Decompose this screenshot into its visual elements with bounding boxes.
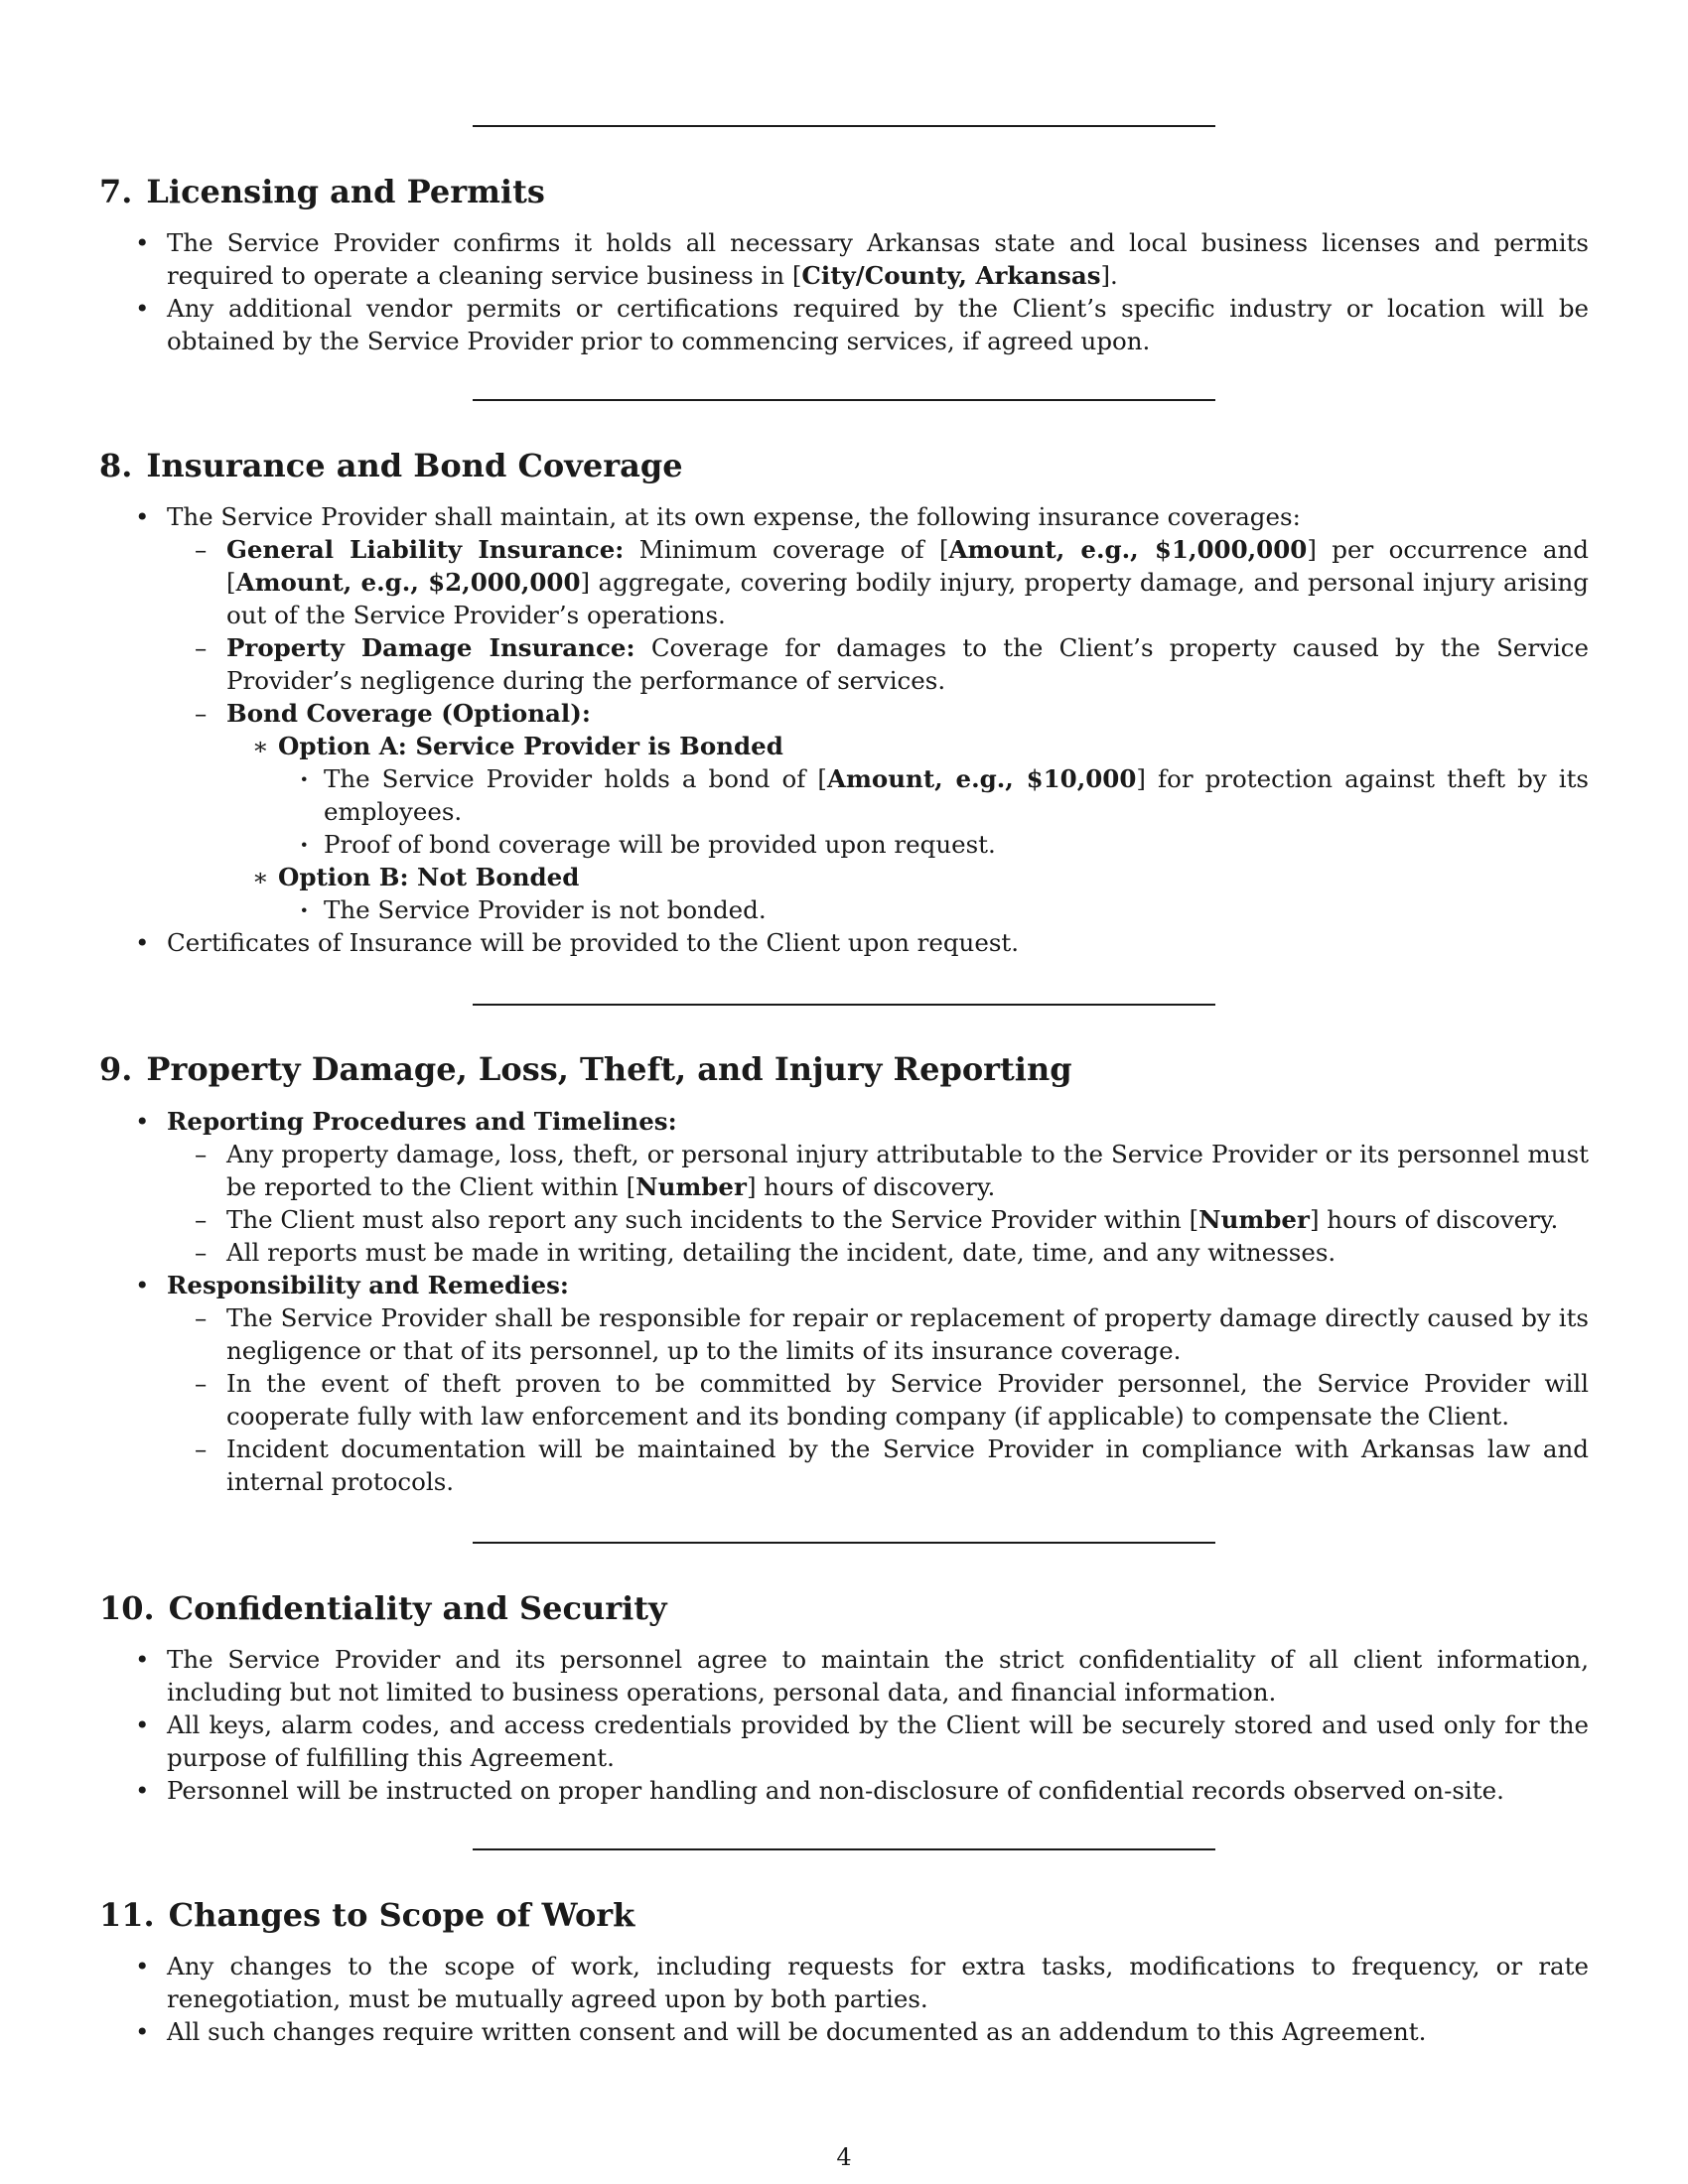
section-divider — [473, 1848, 1215, 1850]
list-item: • Any additional vendor permits or certifications required by the Client’s specific industry or location will be obtained by the Service Provider prior to commencing services, if agreed upon. — [99, 292, 1589, 357]
section-9-heading: 9. Property Damage, Loss, Theft, and Injury Reporting — [99, 1050, 1072, 1088]
list-item: • Certificates of Insurance will be provided to the Client upon request. — [99, 926, 1589, 959]
section-divider — [473, 399, 1215, 401]
list-item: • The Service Provider shall maintain, at its own expense, the following insurance coverages: – General Liability Insurance: Minimum coverage of [Amount, e.g., $1,000,000] per occurrence and [Amount, e.g., $2,000,000] aggregate, covering bodily injury, property damage, and personal injury arising out of the Service Provider’s operations. – Property Damage Insurance: Coverage for damages to the Client’s property caused by the Service Provider’s negligence during the performance of services. – Bond Coverage (Optional): ∗ Option A: Service Provider is Bonded · The Service Provider holds a bond of [Amount, e.g., $10,000] for protection against theft by its employees. · Proof of bond coverage will be provided upon request. ∗ Option B: Not Bonded · The Service Provider is not bonded. — [99, 500, 1589, 926]
list-item: • Reporting Procedures and Timelines: – Any property damage, loss, theft, or personal injury attributable to the Service Provider or its personnel must be reported to the Client within [Number] hours of discovery. – The Client must also report any such incidents to the Service Provider within [Number] hours of discovery. – All reports must be made in writing, detailing the incident, date, time, and any witnesses. — [99, 1105, 1589, 1269]
list-item: – Bond Coverage (Optional): ∗ Option A: Service Provider is Bonded · The Service Provider holds a bond of [Amount, e.g., $10,000] for protection against theft by its employees. · Proof of bond coverage will be provided upon request. ∗ Option B: Not Bonded · The Service Provider is not bonded. — [167, 697, 1589, 926]
list-item: – The Service Provider shall be responsible for repair or replacement of property damage directly caused by its negligence or that of its personnel, up to the limits of its insurance coverage. — [167, 1301, 1589, 1367]
section-divider — [473, 1542, 1215, 1544]
list-item: · The Service Provider holds a bond of [Amount, e.g., $10,000] for protection against theft by its employees. — [278, 762, 1589, 828]
list-item: • The Service Provider confirms it holds all necessary Arkansas state and local business licenses and permits required to operate a cleaning service business in [City/County, Arkansas]. — [99, 226, 1589, 292]
list-item: ∗ Option A: Service Provider is Bonded · The Service Provider holds a bond of [Amount, e.g., $10,000] for protection against theft by its employees. · Proof of bond coverage will be provided upon request. — [226, 730, 1589, 861]
section-9-body — [99, 1105, 1589, 1498]
list-item: – All reports must be made in writing, detailing the incident, date, time, and any witnesses. — [167, 1236, 1589, 1269]
section-7-body — [99, 226, 1589, 357]
list-item: · Proof of bond coverage will be provided upon request. — [278, 828, 1589, 861]
page-number: 4 — [836, 2143, 852, 2171]
section-11-heading: 11. Changes to Scope of Work — [99, 1896, 635, 1934]
section-8-body — [99, 500, 1589, 959]
list-item: – Any property damage, loss, theft, or personal injury attributable to the Service Provider or its personnel must be reported to the Client within [Number] hours of discovery. — [167, 1138, 1589, 1203]
list-item: – Incident documentation will be maintained by the Service Provider in compliance with Arkansas law and internal protocols. — [167, 1433, 1589, 1498]
section-10-body — [99, 1643, 1589, 1807]
list-item: – Property Damage Insurance: Coverage for damages to the Client’s property caused by the Service Provider’s negligence during the performance of services. — [167, 631, 1589, 697]
list-item: • All such changes require written consent and will be documented as an addendum to this Agreement. — [99, 2015, 1589, 2048]
section-11-body — [99, 1950, 1589, 2048]
section-divider — [473, 1004, 1215, 1006]
list-item: • Personnel will be instructed on proper handling and non-disclosure of confidential records observed on-site. — [99, 1774, 1589, 1807]
section-10-heading: 10. Confidentiality and Security — [99, 1589, 667, 1627]
list-item: · The Service Provider is not bonded. — [278, 893, 1589, 926]
list-item: – In the event of theft proven to be committed by Service Provider personnel, the Service Provider will cooperate fully with law enforcement and its bonding company (if applicable) to compensate the Client. — [167, 1367, 1589, 1433]
section-8-heading: 8. Insurance and Bond Coverage — [99, 447, 683, 484]
section-7-heading: 7. Licensing and Permits — [99, 173, 545, 210]
document-page — [99, 0, 1589, 2184]
list-item: – General Liability Insurance: Minimum coverage of [Amount, e.g., $1,000,000] per occurrence and [Amount, e.g., $2,000,000] aggregate, covering bodily injury, property damage, and personal injury arising out of the Service Provider’s operations. — [167, 533, 1589, 631]
list-item: • Any changes to the scope of work, including requests for extra tasks, modifications to frequency, or rate renegotiation, must be mutually agreed upon by both parties. — [99, 1950, 1589, 2015]
list-item: • Responsibility and Remedies: – The Service Provider shall be responsible for repair or replacement of property damage directly caused by its negligence or that of its personnel, up to the limits of its insurance coverage. – In the event of theft proven to be committed by Service Provider personnel, the Service Provider will cooperate fully with law enforcement and its bonding company (if applicable) to compensate the Client. – Incident documentation will be maintained by the Service Provider in compliance with Arkansas law and internal protocols. — [99, 1269, 1589, 1498]
section-divider — [473, 125, 1215, 127]
list-item: • The Service Provider and its personnel agree to maintain the strict confidentiality of all client information, including but not limited to business operations, personal data, and financial information. — [99, 1643, 1589, 1708]
list-item: – The Client must also report any such incidents to the Service Provider within [Number] hours of discovery. — [167, 1203, 1589, 1236]
list-item: ∗ Option B: Not Bonded · The Service Provider is not bonded. — [226, 861, 1589, 926]
list-item: • All keys, alarm codes, and access credentials provided by the Client will be securely stored and used only for the purpose of fulfilling this Agreement. — [99, 1708, 1589, 1774]
